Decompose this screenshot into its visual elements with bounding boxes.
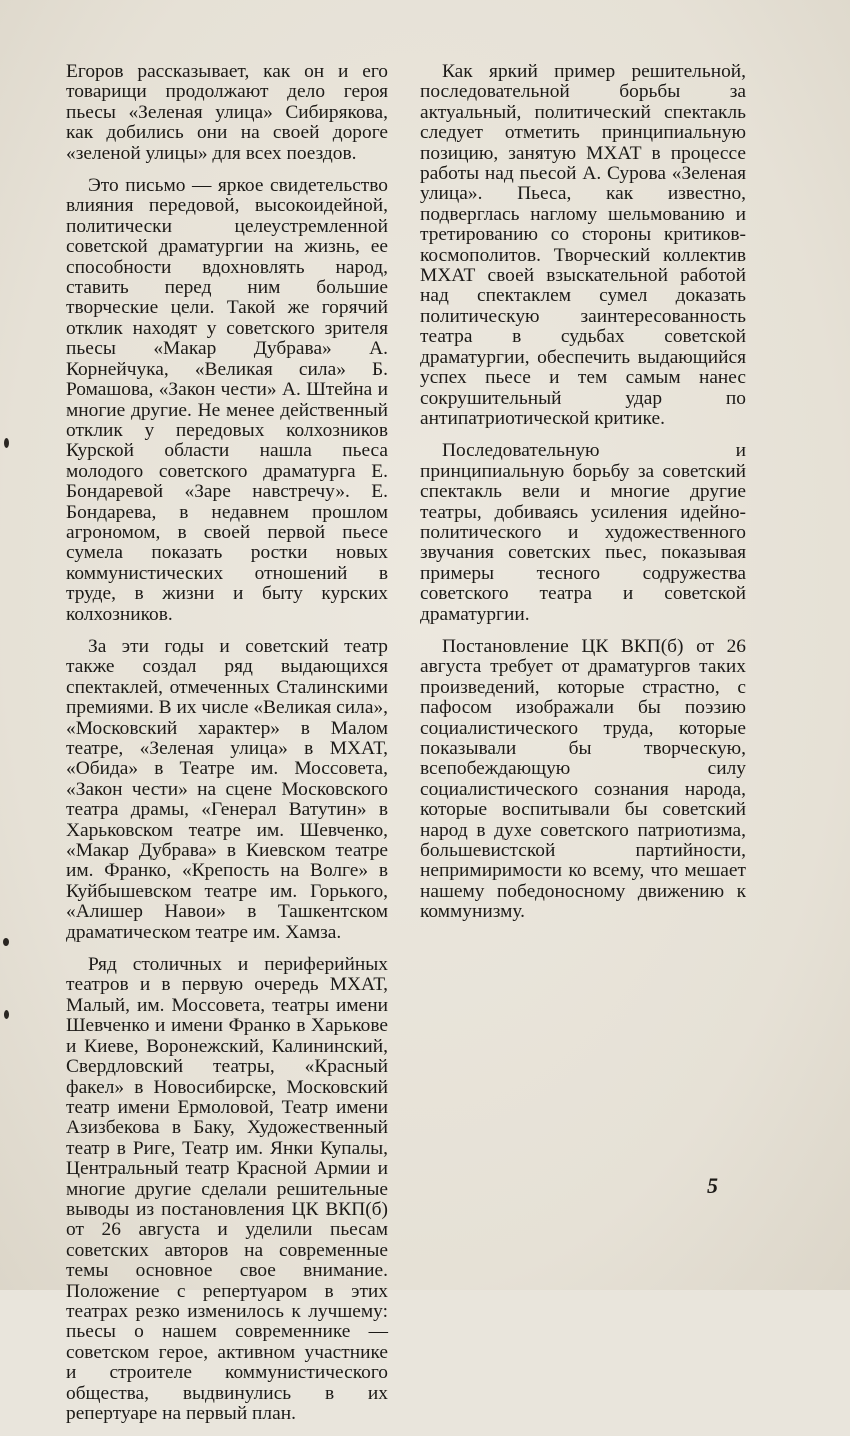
paragraph: Последовательную и принципиальную борьбу за советский спектакль вели и многие другие театры, добиваясь усиления идейно-политического и художественного звучания советских пьес, показывая примеры тесного содружества советского театра и советской драматургии. — [420, 440, 746, 625]
text-column-left — [66, 62, 388, 1436]
paragraph: Постановление ЦК ВКП(б) от 26 августа требует от драматургов таких произведений, которые страстно, с пафосом изображали бы поэзию социалистического труда, которые показывали бы творческую, всепобеждающую силу социалистического сознания народа, которые воспитывали бы советский народ в духе советского патриотизма, большевистской партийности, непримиримости ко всему, что мешает нашему победоносному движению к коммунизму. — [420, 635, 746, 923]
binding-hole-mark — [4, 1010, 9, 1019]
paragraph: Ряд столичных и периферийных театров и в первую очередь МХАТ, Малый, им. Моссовета, театры имени Шевченко и имени Франко в Харькове и Киеве, Воронежский, Калининский, Свердловский театры, «Красный факел» в Новосибирске, Московский театр имени Ермоловой, Театр имени Азизбекова в Баку, Художественный театр в Риге, Театр им. Янки Купалы, Центральный театр Красной Армии и многие другие сделали решительные выводы из постановления ЦК ВКП(б) от 26 августа и уделили пьесам советских авторов на современные темы основное свое внимание. Положение с репертуаром в этих театрах резко изменилось к лучшему: пьесы о нашем современнике — советском герое, активном участнике и строителе коммунистического общества, выдвинулись в их репертуаре на первый план. — [66, 954, 388, 1424]
text-column-right — [420, 62, 746, 935]
binding-hole-mark — [3, 938, 9, 946]
paragraph: За эти годы и советский театр также создал ряд выдающихся спектаклей, отмеченных Сталинскими премиями. В их числе «Великая сила», «Московский характер» в Малом театре, «Зеленая улица» в МХАТ, «Обида» в Театре им. Моссовета, «Закон чести» на сцене Московского театра драмы, «Генерал Ватутин» в Харьковском театре им. Шевченко, «Макар Дубрава» в Киевском театре им. Франко, «Крепость на Волге» в Куйбышевском театре им. Горького, «Алишер Навои» в Ташкентском драматическом театре им. Хамза. — [66, 635, 388, 943]
paragraph: Это письмо — яркое свидетельство влияния передовой, высокоидейной, политически целеустремленной советской драматургии на жизнь, ее способности вдохновлять народ, ставить перед ним большие творческие цели. Такой же горячий отклик находят у советского зрителя пьесы «Макар Дубрава» А. Корнейчука, «Великая сила» Б. Ромашова, «Закон чести» А. Штейна и многие другие. Не менее действенный отклик у передовых колхозников Курской области нашла пьеса молодого советского драматурга Е. Бондаревой «Заре навстречу». Е. Бондарева, в недавнем прошлом агрономом, в своей первой пьесе сумела показать ростки новых коммунистических отношений в труде, в жизни и быту курских колхозников. — [66, 175, 388, 625]
page-number: 5 — [707, 1173, 718, 1198]
paragraph: Как яркий пример решительной, последовательной борьбы за актуальный, политический спектакль следует отметить принципиальную позицию, занятую МХАТ в процессе работы над пьесой А. Сурова «Зеленая улица». Пьеса, как известно, подверглась наглому шельмованию и третированию со стороны критиков-космополитов. Творческий коллектив МХАТ своей взыскательной работой над спектаклем сумел доказать политическую заинтересованность театра в судьбах советской драматургии, обеспечить выдающийся успех пьесе и тем самым нанес сокрушительный удар по антипатриотической критике. — [420, 61, 746, 429]
paragraph: Егоров рассказывает, как он и его товарищи продолжают дело героя пьесы «Зеленая улица» Сибирякова, как добились они на своей дороге «зеленой улицы» для всех поездов. — [66, 61, 388, 164]
binding-hole-mark — [4, 438, 9, 448]
